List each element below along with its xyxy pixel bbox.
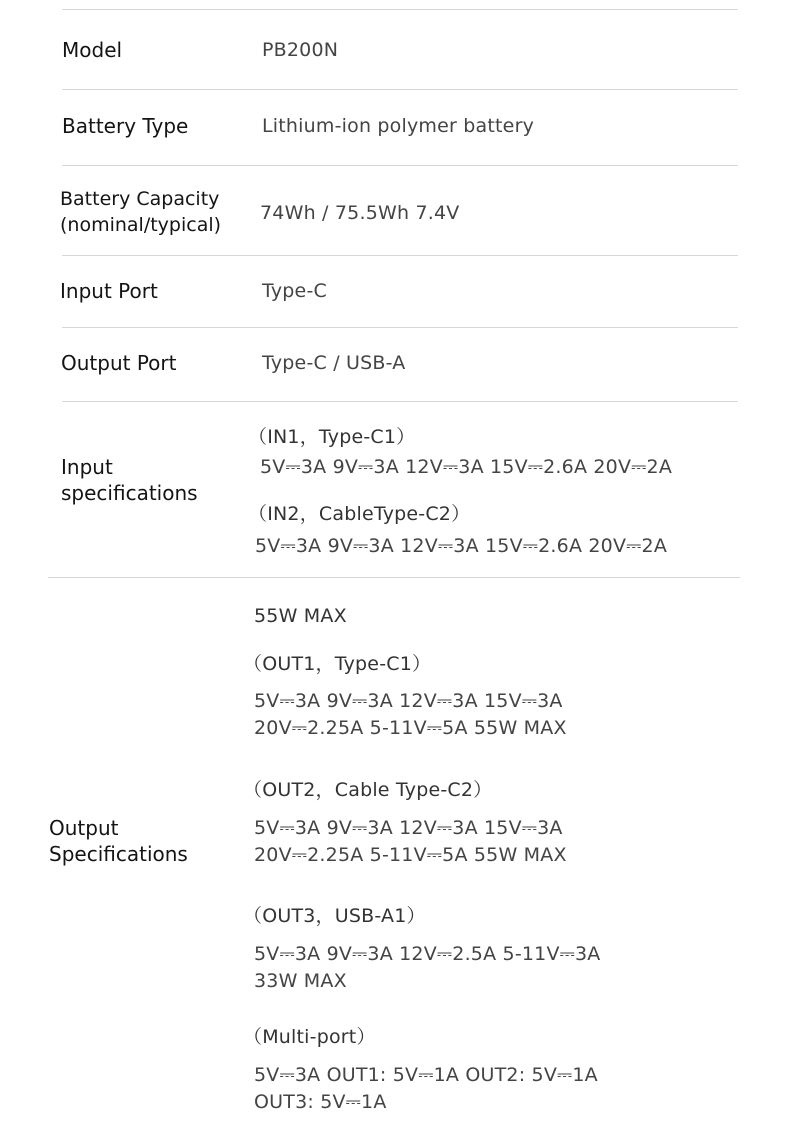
- output-specs-label-line2: Specifications: [49, 842, 188, 866]
- battery-capacity-value: 74Wh / 75.5Wh 7.4V: [260, 202, 460, 224]
- in2-values: 5V⎓3A 9V⎓3A 12V⎓3A 15V⎓2.6A 20V⎓2A: [255, 535, 668, 557]
- output-port-value: Type-C / USB-A: [262, 352, 406, 374]
- battery-type-label: Battery Type: [62, 114, 189, 138]
- divider-model: [62, 89, 738, 90]
- out1-line1: 5V⎓3A 9V⎓3A 12V⎓3A 15V⎓3A: [254, 690, 563, 712]
- out3-header: （OUT3，USB-A1）: [243, 905, 426, 927]
- battery-capacity-label: [60, 186, 221, 238]
- output-specs-label: [49, 815, 188, 867]
- battery-capacity-label-line2: (nominal/typical): [60, 214, 222, 236]
- output-port-label: Output Port: [61, 351, 177, 375]
- out2-header: （OUT2，Cable Type-C2）: [243, 779, 493, 801]
- multi-port-line1: 5V⎓3A OUT1: 5V⎓1A OUT2: 5V⎓1A: [254, 1064, 598, 1086]
- input-specs-label: [61, 454, 198, 506]
- battery-capacity-label-line1: Battery Capacity: [60, 188, 220, 210]
- divider-battery-capacity: [62, 255, 738, 256]
- out1-line2: 20V⎓2.25A 5-11V⎓5A 55W MAX: [254, 717, 567, 739]
- divider-input-port: [62, 327, 738, 328]
- out3-line1: 5V⎓3A 9V⎓3A 12V⎓2.5A 5-11V⎓3A: [254, 943, 601, 965]
- model-label: Model: [62, 38, 123, 62]
- in1-values: 5V⎓3A 9V⎓3A 12V⎓3A 15V⎓2.6A 20V⎓2A: [260, 456, 673, 478]
- divider-output-port: [62, 401, 738, 402]
- out2-line2: 20V⎓2.25A 5-11V⎓5A 55W MAX: [254, 844, 567, 866]
- multi-port-line2: OUT3: 5V⎓1A: [254, 1091, 387, 1113]
- input-specs-label-line2: specifications: [61, 481, 198, 505]
- input-specs-label-line1: Input: [61, 455, 113, 479]
- in2-header: （IN2，CableType-C2）: [248, 503, 471, 525]
- in1-header: （IN1，Type-C1）: [248, 426, 416, 448]
- multi-port-header: （Multi-port）: [243, 1026, 376, 1048]
- divider-top: [62, 9, 738, 10]
- out2-line1: 5V⎓3A 9V⎓3A 12V⎓3A 15V⎓3A: [254, 817, 563, 839]
- battery-type-value: Lithium-ion polymer battery: [262, 115, 535, 137]
- divider-battery-type: [62, 165, 738, 166]
- output-max: 55W MAX: [254, 605, 347, 627]
- out3-line2: 33W MAX: [254, 970, 347, 992]
- input-port-label: Input Port: [60, 279, 158, 303]
- out1-header: （OUT1，Type-C1）: [243, 653, 432, 675]
- output-specs-label-line1: Output: [49, 816, 119, 840]
- input-port-value: Type-C: [262, 280, 327, 302]
- model-value: PB200N: [262, 39, 339, 61]
- divider-input-specs: [48, 577, 740, 578]
